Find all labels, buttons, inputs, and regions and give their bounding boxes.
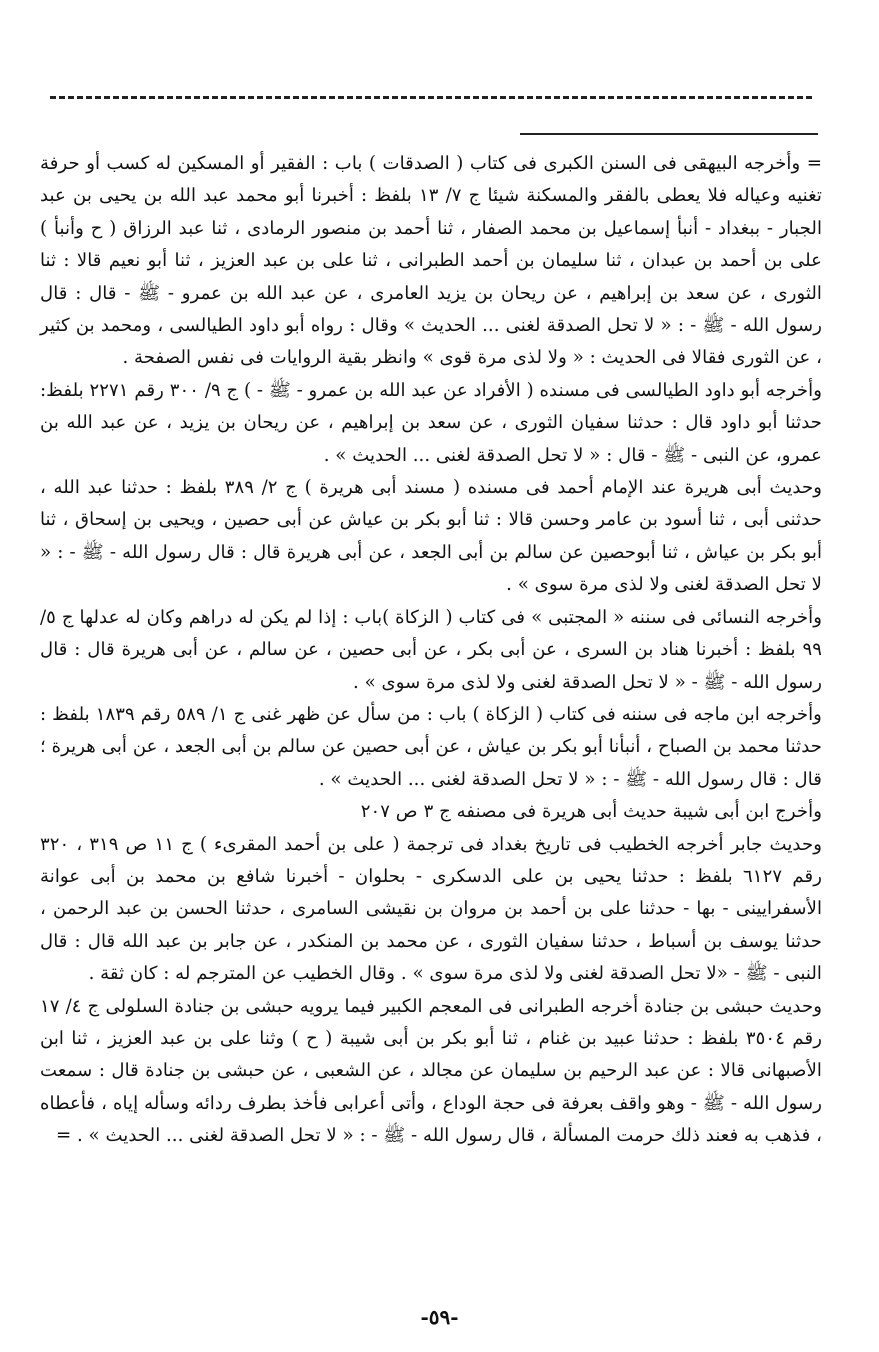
paragraph-ibn-abi-shaybah: وأخرج ابن أبى شيبة حديث أبى هريرة فى مصنفه ج ٣ ص ٢٠٧ <box>360 801 822 823</box>
paragraph-tayalisi: وأخرجه أبو داود الطيالسى فى مسنده ( الأفراد عن عبد الله بن عمرو - ﷺ - ) ج ٩/ ٣٠٠ رقم ٢٢٧١ بلفظ: حدثنا أبو داود قال : حدثنا سفيان الثورى ، عن سعد بن إبراهيم ، عن ريحان بن يزيد ، عن عبد الله بن عمرو، عن النبى - ﷺ - قال : « لا تحل الصدقة لغنى ... الحديث » . <box>40 379 822 466</box>
footnote-text <box>40 148 822 1153</box>
paragraph-nasai: وأخرجه النسائى فى سننه « المجتبى » فى كتاب ( الزكاة )باب : إذا لم يكن له دراهم وكان له عدلها ج ٥/ ٩٩ بلفظ : أخبرنا هناد بن السرى ، عن أبى بكر ، عن أبى حصين ، عن سالم ، عن أبى هريرة قال : قال رسول الله - ﷺ - « لا تحل الصدقة لغنى ولا لذى مرة سوى » . <box>40 606 822 693</box>
paragraph-ahmad: وحديث أبى هريرة عند الإمام أحمد فى مسنده ( مسند أبى هريرة ) ج ٢/ ٣٨٩ بلفظ : حدثنا عبد الله ، حدثنى أبى ، ثنا أسود بن عامر وحسن قالا : ثنا أبو بكر بن عياش عن أبى حصين ، ويحيى بن إسحاق ، ثنا أبو بكر بن عياش ، ثنا أبوحصين عن سالم بن أبى الجعد ، عن أبى هريرة قال : قال رسول الله - ﷺ - : « لا تحل الصدقة لغنى ولا لذى مرة سوى » . <box>40 477 822 596</box>
paragraph-jabir: وحديث جابر أخرجه الخطيب فى تاريخ بغداد فى ترجمة ( على بن أحمد المقرىء ) ج ١١ ص ٣١٩ ، ٣٢٠ رقم ٦١٢٧ بلفظ : حدثنا يحيى بن على الدسكرى - بحلوان - أخبرنا شافع بن محمد بن أبى عوانة الأسفرايينى - بها - حدثنا على بن أحمد بن مروان بن نقيشى السامرى ، حدثنا الحسن بن عبد الرحمن ، حدثنا يوسف بن أسباط ، حدثنا سفيان الثورى ، عن محمد بن المنكدر ، عن جابر بن عبد الله قال : قال النبى - ﷺ - «لا تحل الصدقة لغنى ولا لذى مرة سوى » . وقال الخطيب عن المترجم له : كان ثقة . <box>40 833 822 985</box>
paragraph-habashi: وحديث حبشى بن جنادة أخرجه الطبرانى فى المعجم الكبير فيما يرويه حبشى بن جنادة السلولى ج ٤/ ١٧ رقم ٣٥٠٤ بلفظ : حدثنا عبيد بن غنام ، ثنا أبو بكر بن أبى شيبة ( ح ) وثنا على بن عبد العزيز ، ثنا ابن الأصبهانى قالا : عن عبد الرحيم بن سليمان عن مجالد ، عن الشعبى ، عن حبشى بن جنادة قال : سمعت رسول الله - ﷺ - وهو واقف بعرفة فى حجة الوداع ، وأتى أعرابى فأخذ بطرف ردائه وسأله إياه ، فأعطاه ، فذهب به فعند ذلك حرمت المسألة ، قال رسول الله - ﷺ - : « لا تحل الصدقة لغنى ... الحديث » . = <box>40 995 822 1147</box>
dashed-separator <box>50 96 812 99</box>
paragraph-ibn-majah: وأخرجه ابن ماجه فى سننه فى كتاب ( الزكاة ) باب : من سأل عن ظهر غنى ج ١/ ٥٨٩ رقم ١٨٣٩ بلفظ : حدثنا محمد بن الصباح ، أنبأنا أبو بكر بن عياش ، عن أبى حصين عن سالم بن أبى الجعد ، عن أبى هريرة ؛ قال : قال رسول الله - ﷺ - : « لا تحل الصدقة لغنى ... الحديث » . <box>40 703 822 790</box>
page-number: -٥٩- <box>420 1305 459 1329</box>
paragraph-bayhaqi: = وأخرجه البيهقى فى السنن الكبرى فى كتاب ( الصدقات ) باب : الفقير أو المسكين له كسب أو حرفة تغنيه وعياله فلا يعطى بالفقر والمسكنة شيئا ج ٧/ ١٣ بلفظ : أخبرنا أبو محمد عبد الله بن يحيى بن عبد الجبار - ببغداد - أنبأ إسماعيل بن محمد الصفار ، ثنا أحمد بن منصور الرمادى ، ثنا عبد الرزاق ( ح وأنبأ ) على بن أحمد بن عبدان ، ثنا سليمان بن أحمد الطبرانى ، ثنا على بن عبد العزيز ، ثنا أبو نعيم قالا : ثنا الثورى ، عن سعد بن إبراهيم ، عن ريحان بن يزيد العامرى ، عن عبد الله بن عمرو - ﷺ - قال : قال رسول الله - ﷺ - : « لا تحل الصدقة لغنى ... الحديث » وقال : رواه أبو داود الطيالسى ، ومحمد بن كثير ، عن الثورى فقالا فى الحديث : « ولا لذى مرة قوى » وانظر بقية الروايات فى نفس الصفحة . <box>40 153 822 369</box>
footnote-rule <box>520 133 818 135</box>
